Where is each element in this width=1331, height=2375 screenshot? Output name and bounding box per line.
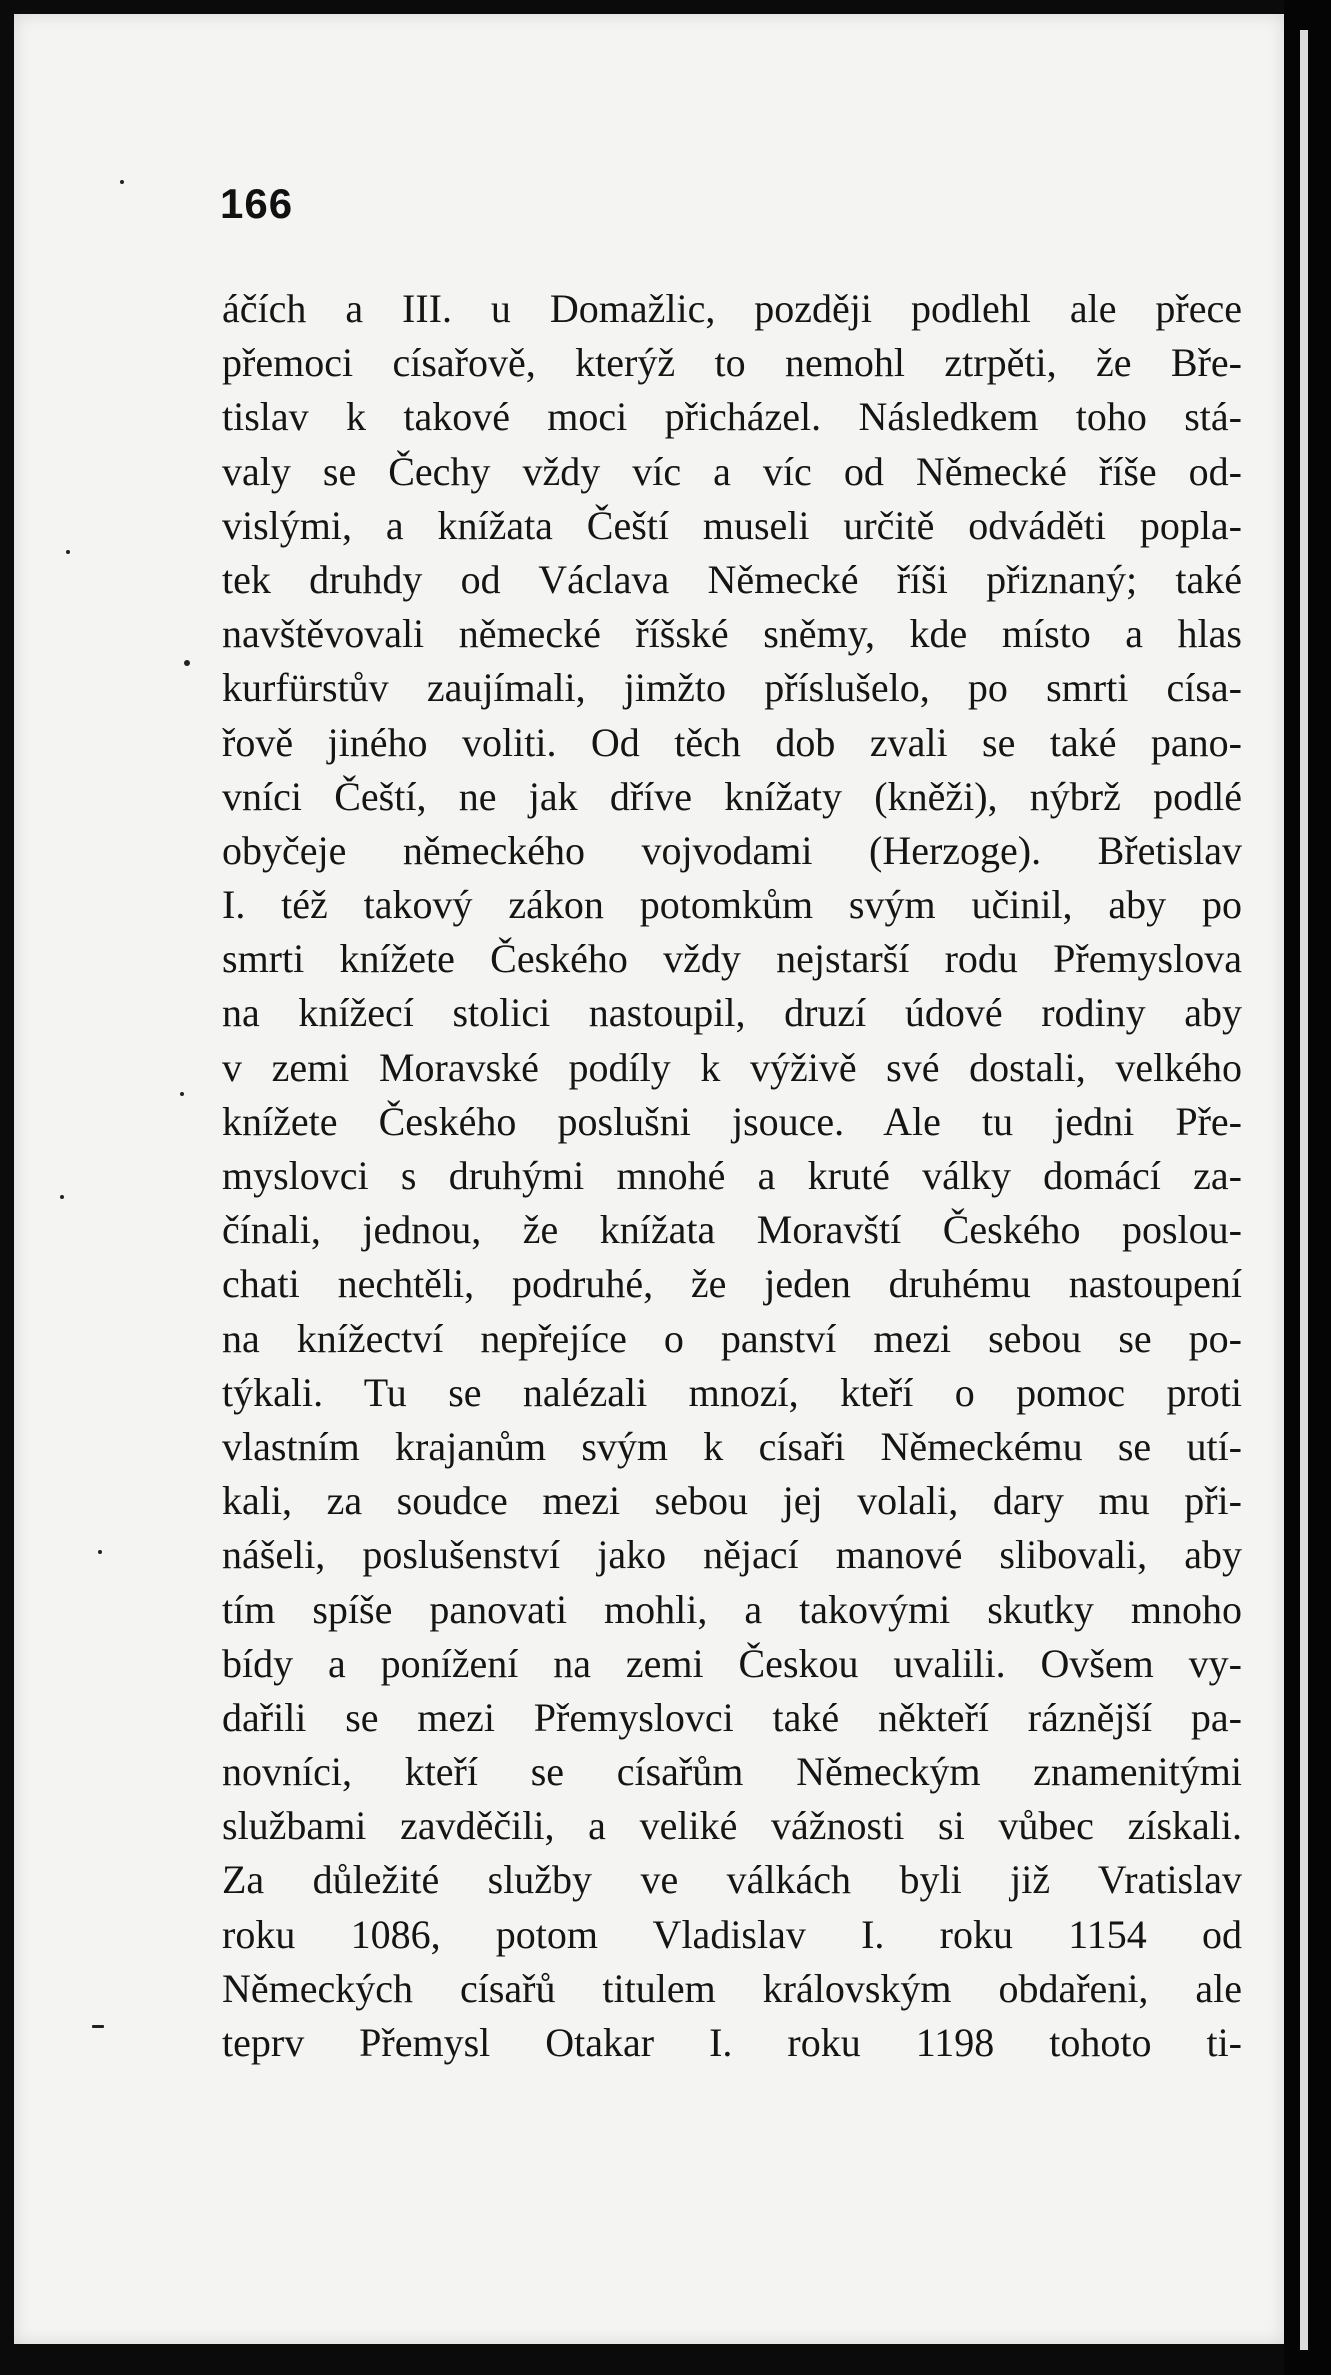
text-line: knížete Českého poslušni jsouce. Ale tu jedni Pře-	[222, 1098, 1242, 1144]
text-line: vlastním krajanům svým k císaři Německému se utí-	[222, 1423, 1242, 1469]
text-line: navštěvovali německé říšské sněmy, kde místo a hlas	[222, 611, 1242, 657]
scan-speck	[120, 180, 124, 184]
text-line: tek druhdy od Václava Německé říši přiznaný; také	[222, 556, 1242, 602]
text-line: tím spíše panovati mohli, a takovými skutky mnoho	[222, 1586, 1242, 1632]
text-line: roku 1086, potom Vladislav I. roku 1154 od	[222, 1911, 1242, 1957]
text-line: v zemi Moravské podíly k výživě své dostali, velkého	[222, 1044, 1242, 1090]
text-line: čínali, jednou, že knížata Moravští Českého poslou-	[222, 1207, 1242, 1253]
text-line: vislými, a knížata Čeští museli určitě odváděti popla-	[222, 502, 1242, 548]
scan-speck	[180, 1092, 184, 1096]
text-line: vníci Čeští, ne jak dříve knížaty (kněži), nýbrž podlé	[222, 773, 1242, 819]
text-line: řově jiného voliti. Od těch dob zvali se také pano-	[222, 719, 1242, 765]
text-line: áčích a III. u Domažlic, později podlehl ale přece	[222, 286, 1242, 331]
page-number: 166	[220, 180, 294, 227]
scan-speck	[60, 1195, 64, 1199]
scan-speck	[184, 660, 190, 666]
scan-speck	[98, 1550, 102, 1554]
scan-speck	[92, 2025, 104, 2028]
text-line: myslovci s druhými mnohé a kruté války domácí za-	[222, 1153, 1242, 1198]
text-line: smrti knížete Českého vždy nejstarší rodu Přemyslova	[222, 936, 1242, 982]
scan-speck	[66, 550, 70, 554]
text-line: přemoci císařově, kterýž to nemohl ztrpěti, že Bře-	[222, 340, 1242, 386]
text-line: Německých císařů titulem královským obdařeni, ale	[222, 1965, 1242, 2011]
text-line: kurfürstův zaujímali, jimžto příslušelo, po smrti císa-	[222, 665, 1242, 711]
text-line: dařili se mezi Přemyslovci také někteří ráznější pa-	[222, 1694, 1242, 1740]
text-line: teprv Přemysl Otakar I. roku 1198 tohoto ti-	[222, 2020, 1242, 2065]
text-line: Za důležité služby ve válkách byli již Vratislav	[222, 1857, 1242, 1903]
body-text	[222, 282, 1242, 2070]
text-line: valy se Čechy vždy víc a víc od Německé říše od-	[222, 448, 1242, 494]
text-line: bídy a ponížení na zemi Českou uvalili. Ovšem vy-	[222, 1640, 1242, 1686]
text-line: I. též takový zákon potomkům svým učinil, aby po	[222, 882, 1242, 928]
text-line: na knížecí stolici nastoupil, druzí údové rodiny aby	[222, 990, 1242, 1036]
text-line: nášeli, poslušenství jako nějací manové slibovali, aby	[222, 1532, 1242, 1578]
text-line: na knížectví nepřejíce o panství mezi sebou se po-	[222, 1315, 1242, 1361]
text-line: obyčeje německého vojvodami (Herzoge). Břetislav	[222, 827, 1242, 873]
text-line: tislav k takové moci přicházel. Následkem toho stá-	[222, 394, 1242, 440]
text-line: týkali. Tu se nalézali mnozí, kteří o pomoc proti	[222, 1369, 1242, 1415]
text-line: novníci, kteří se císařům Německým znamenitými	[222, 1749, 1242, 1795]
text-line: kali, za soudce mezi sebou jej volali, dary mu při-	[222, 1478, 1242, 1524]
text-line: chati nechtěli, podruhé, že jeden druhému nastoupení	[222, 1261, 1242, 1307]
adjacent-page-edge	[1300, 30, 1308, 2350]
text-line: službami zavděčili, a veliké vážnosti si vůbec získali.	[222, 1803, 1242, 1849]
